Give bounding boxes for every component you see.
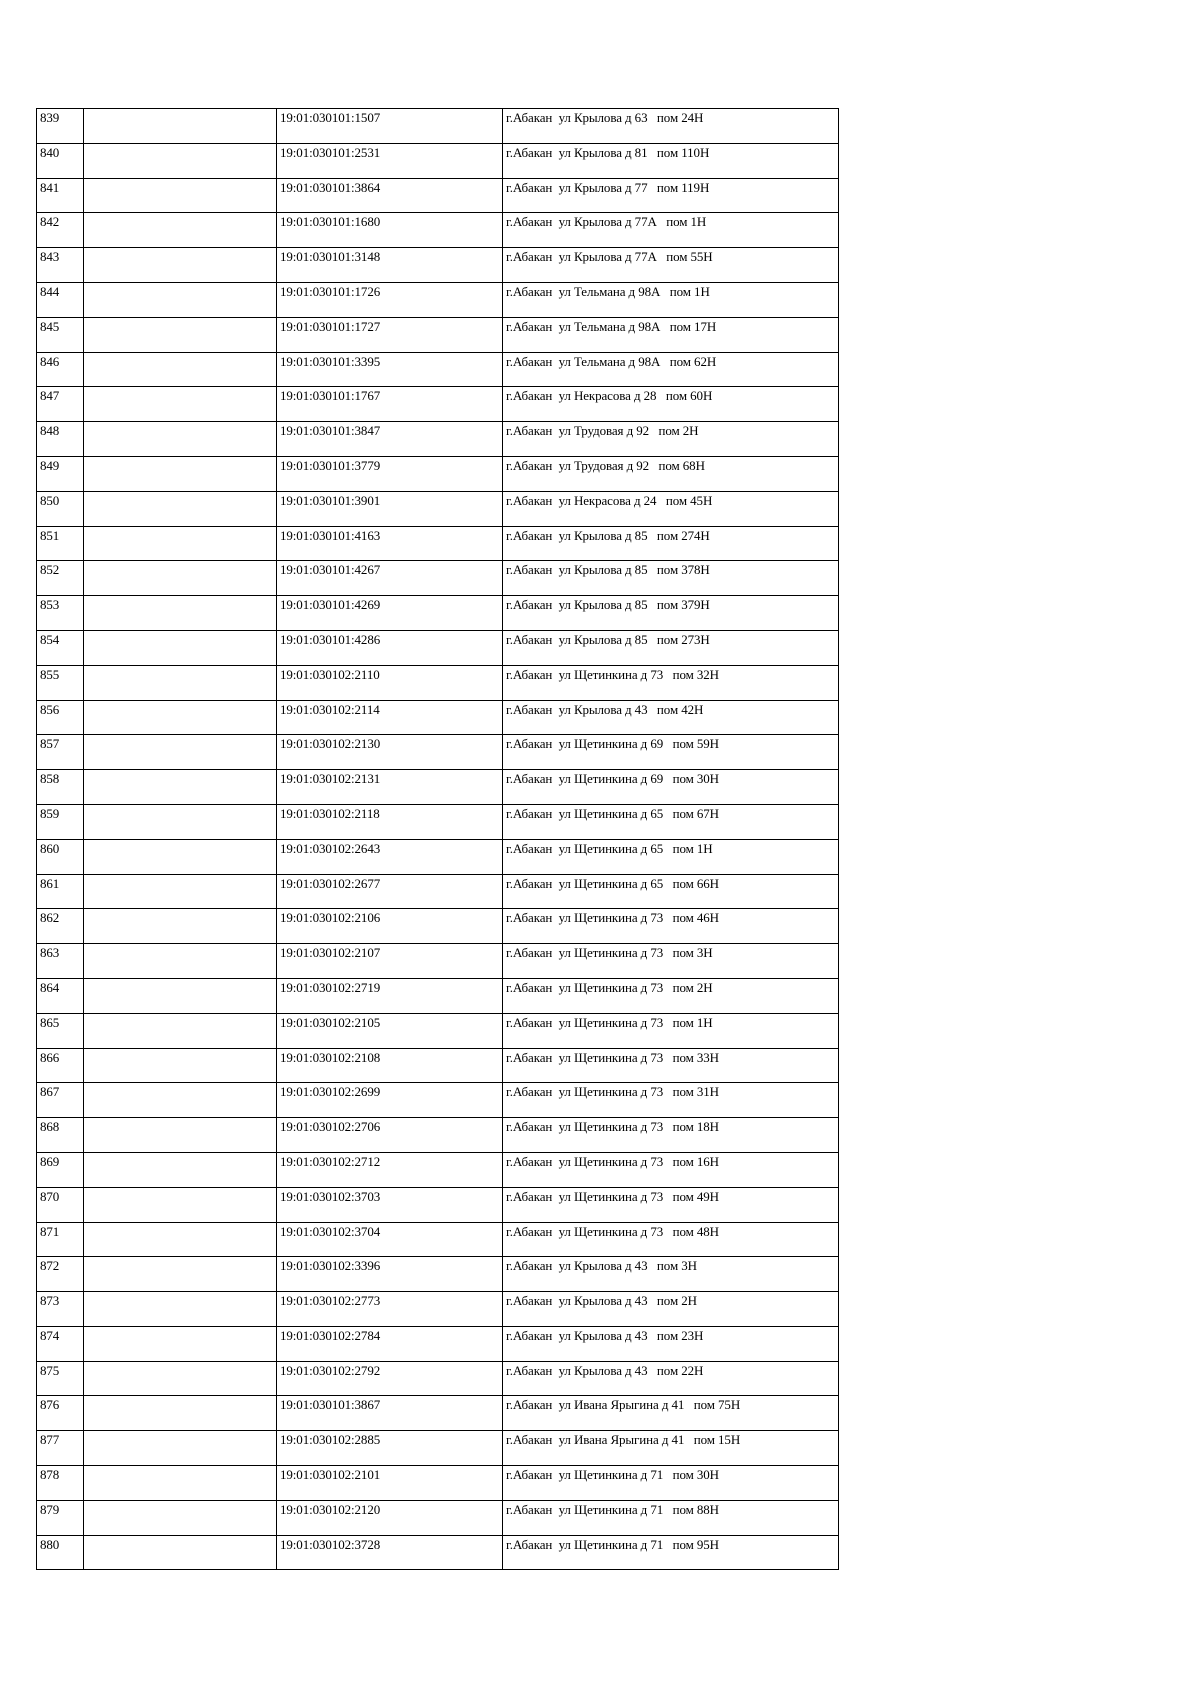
table-row bbox=[37, 630, 839, 665]
cadastral-number-cell: 19:01:030102:2101 bbox=[277, 1466, 503, 1501]
registry-table-body bbox=[37, 109, 839, 1570]
address-cell: г.Абакан ул Трудовая д 92 пом 2Н bbox=[503, 422, 839, 457]
table-row bbox=[37, 1535, 839, 1570]
empty-cell bbox=[84, 874, 277, 909]
cadastral-number-cell: 19:01:030102:2120 bbox=[277, 1500, 503, 1535]
table-row bbox=[37, 1466, 839, 1501]
address-cell: г.Абакан ул Щетинкина д 65 пом 67Н bbox=[503, 804, 839, 839]
empty-cell bbox=[84, 248, 277, 283]
address-cell: г.Абакан ул Щетинкина д 71 пом 88Н bbox=[503, 1500, 839, 1535]
row-number-cell: 855 bbox=[37, 665, 84, 700]
row-number-cell: 864 bbox=[37, 978, 84, 1013]
empty-cell bbox=[84, 422, 277, 457]
row-number-cell: 850 bbox=[37, 491, 84, 526]
row-number-cell: 862 bbox=[37, 909, 84, 944]
address-cell: г.Абакан ул Крылова д 85 пом 379Н bbox=[503, 596, 839, 631]
cadastral-number-cell: 19:01:030101:4269 bbox=[277, 596, 503, 631]
table-row bbox=[37, 248, 839, 283]
table-row bbox=[37, 143, 839, 178]
row-number-cell: 871 bbox=[37, 1222, 84, 1257]
address-cell: г.Абакан ул Щетинкина д 71 пом 30Н bbox=[503, 1466, 839, 1501]
empty-cell bbox=[84, 1152, 277, 1187]
table-row bbox=[37, 839, 839, 874]
empty-cell bbox=[84, 282, 277, 317]
table-row bbox=[37, 1326, 839, 1361]
address-cell: г.Абакан ул Крылова д 43 пом 3Н bbox=[503, 1257, 839, 1292]
empty-cell bbox=[84, 700, 277, 735]
cadastral-number-cell: 19:01:030102:2719 bbox=[277, 978, 503, 1013]
table-row bbox=[37, 491, 839, 526]
row-number-cell: 852 bbox=[37, 561, 84, 596]
address-cell: г.Абакан ул Крылова д 43 пом 22Н bbox=[503, 1361, 839, 1396]
cadastral-number-cell: 19:01:030101:2531 bbox=[277, 143, 503, 178]
address-cell: г.Абакан ул Щетинкина д 73 пом 33Н bbox=[503, 1048, 839, 1083]
row-number-cell: 841 bbox=[37, 178, 84, 213]
cadastral-number-cell: 19:01:030102:2792 bbox=[277, 1361, 503, 1396]
row-number-cell: 844 bbox=[37, 282, 84, 317]
empty-cell bbox=[84, 561, 277, 596]
cadastral-number-cell: 19:01:030101:3847 bbox=[277, 422, 503, 457]
empty-cell bbox=[84, 1326, 277, 1361]
cadastral-number-cell: 19:01:030101:3779 bbox=[277, 456, 503, 491]
address-cell: г.Абакан ул Крылова д 85 пом 273Н bbox=[503, 630, 839, 665]
cadastral-number-cell: 19:01:030101:3867 bbox=[277, 1396, 503, 1431]
empty-cell bbox=[84, 978, 277, 1013]
table-row bbox=[37, 1013, 839, 1048]
address-cell: г.Абакан ул Крылова д 63 пом 24Н bbox=[503, 109, 839, 144]
address-cell: г.Абакан ул Щетинкина д 73 пом 18Н bbox=[503, 1118, 839, 1153]
address-cell: г.Абакан ул Щетинкина д 71 пом 95Н bbox=[503, 1535, 839, 1570]
row-number-cell: 846 bbox=[37, 352, 84, 387]
address-cell: г.Абакан ул Щетинкина д 73 пом 16Н bbox=[503, 1152, 839, 1187]
cadastral-number-cell: 19:01:030102:2118 bbox=[277, 804, 503, 839]
row-number-cell: 843 bbox=[37, 248, 84, 283]
cadastral-number-cell: 19:01:030101:1507 bbox=[277, 109, 503, 144]
row-number-cell: 848 bbox=[37, 422, 84, 457]
row-number-cell: 879 bbox=[37, 1500, 84, 1535]
address-cell: г.Абакан ул Ивана Ярыгина д 41 пом 15Н bbox=[503, 1431, 839, 1466]
address-cell: г.Абакан ул Тельмана д 98А пом 62Н bbox=[503, 352, 839, 387]
cadastral-number-cell: 19:01:030101:3148 bbox=[277, 248, 503, 283]
cadastral-number-cell: 19:01:030102:3703 bbox=[277, 1187, 503, 1222]
address-cell: г.Абакан ул Крылова д 43 пом 2Н bbox=[503, 1292, 839, 1327]
empty-cell bbox=[84, 630, 277, 665]
address-cell: г.Абакан ул Щетинкина д 73 пом 46Н bbox=[503, 909, 839, 944]
address-cell: г.Абакан ул Щетинкина д 73 пом 32Н bbox=[503, 665, 839, 700]
address-cell: г.Абакан ул Щетинкина д 73 пом 31Н bbox=[503, 1083, 839, 1118]
address-cell: г.Абакан ул Крылова д 85 пом 274Н bbox=[503, 526, 839, 561]
row-number-cell: 847 bbox=[37, 387, 84, 422]
row-number-cell: 863 bbox=[37, 944, 84, 979]
empty-cell bbox=[84, 1257, 277, 1292]
empty-cell bbox=[84, 213, 277, 248]
table-row bbox=[37, 909, 839, 944]
table-row bbox=[37, 317, 839, 352]
table-row bbox=[37, 596, 839, 631]
empty-cell bbox=[84, 1013, 277, 1048]
property-registry-table bbox=[36, 108, 839, 1570]
address-cell: г.Абакан ул Некрасова д 24 пом 45Н bbox=[503, 491, 839, 526]
row-number-cell: 853 bbox=[37, 596, 84, 631]
table-row bbox=[37, 735, 839, 770]
cadastral-number-cell: 19:01:030102:2677 bbox=[277, 874, 503, 909]
empty-cell bbox=[84, 944, 277, 979]
row-number-cell: 880 bbox=[37, 1535, 84, 1570]
row-number-cell: 873 bbox=[37, 1292, 84, 1327]
table-row bbox=[37, 387, 839, 422]
empty-cell bbox=[84, 596, 277, 631]
empty-cell bbox=[84, 1187, 277, 1222]
row-number-cell: 872 bbox=[37, 1257, 84, 1292]
table-row bbox=[37, 1083, 839, 1118]
table-row bbox=[37, 526, 839, 561]
empty-cell bbox=[84, 1118, 277, 1153]
row-number-cell: 859 bbox=[37, 804, 84, 839]
cadastral-number-cell: 19:01:030101:3901 bbox=[277, 491, 503, 526]
address-cell: г.Абакан ул Щетинкина д 65 пом 1Н bbox=[503, 839, 839, 874]
row-number-cell: 867 bbox=[37, 1083, 84, 1118]
table-row bbox=[37, 213, 839, 248]
row-number-cell: 866 bbox=[37, 1048, 84, 1083]
empty-cell bbox=[84, 665, 277, 700]
row-number-cell: 857 bbox=[37, 735, 84, 770]
cadastral-number-cell: 19:01:030102:2105 bbox=[277, 1013, 503, 1048]
address-cell: г.Абакан ул Некрасова д 28 пом 60Н bbox=[503, 387, 839, 422]
empty-cell bbox=[84, 491, 277, 526]
empty-cell bbox=[84, 909, 277, 944]
empty-cell bbox=[84, 839, 277, 874]
table-row bbox=[37, 456, 839, 491]
cadastral-number-cell: 19:01:030101:3864 bbox=[277, 178, 503, 213]
row-number-cell: 858 bbox=[37, 770, 84, 805]
cadastral-number-cell: 19:01:030102:2773 bbox=[277, 1292, 503, 1327]
cadastral-number-cell: 19:01:030102:2108 bbox=[277, 1048, 503, 1083]
table-row bbox=[37, 282, 839, 317]
table-row bbox=[37, 1187, 839, 1222]
address-cell: г.Абакан ул Щетинкина д 73 пом 48Н bbox=[503, 1222, 839, 1257]
address-cell: г.Абакан ул Крылова д 77А пом 55Н bbox=[503, 248, 839, 283]
cadastral-number-cell: 19:01:030102:2706 bbox=[277, 1118, 503, 1153]
table-row bbox=[37, 700, 839, 735]
cadastral-number-cell: 19:01:030102:2885 bbox=[277, 1431, 503, 1466]
empty-cell bbox=[84, 317, 277, 352]
table-row bbox=[37, 944, 839, 979]
cadastral-number-cell: 19:01:030101:1767 bbox=[277, 387, 503, 422]
table-row bbox=[37, 178, 839, 213]
cadastral-number-cell: 19:01:030102:2712 bbox=[277, 1152, 503, 1187]
row-number-cell: 874 bbox=[37, 1326, 84, 1361]
row-number-cell: 878 bbox=[37, 1466, 84, 1501]
table-row bbox=[37, 1292, 839, 1327]
row-number-cell: 860 bbox=[37, 839, 84, 874]
address-cell: г.Абакан ул Крылова д 81 пом 110Н bbox=[503, 143, 839, 178]
table-row bbox=[37, 770, 839, 805]
address-cell: г.Абакан ул Крылова д 77 пом 119Н bbox=[503, 178, 839, 213]
cadastral-number-cell: 19:01:030102:3704 bbox=[277, 1222, 503, 1257]
row-number-cell: 870 bbox=[37, 1187, 84, 1222]
row-number-cell: 839 bbox=[37, 109, 84, 144]
table-row bbox=[37, 1118, 839, 1153]
address-cell: г.Абакан ул Крылова д 43 пом 23Н bbox=[503, 1326, 839, 1361]
cadastral-number-cell: 19:01:030102:3728 bbox=[277, 1535, 503, 1570]
cadastral-number-cell: 19:01:030102:3396 bbox=[277, 1257, 503, 1292]
cadastral-number-cell: 19:01:030102:2107 bbox=[277, 944, 503, 979]
row-number-cell: 869 bbox=[37, 1152, 84, 1187]
address-cell: г.Абакан ул Трудовая д 92 пом 68Н bbox=[503, 456, 839, 491]
row-number-cell: 877 bbox=[37, 1431, 84, 1466]
table-row bbox=[37, 1361, 839, 1396]
row-number-cell: 876 bbox=[37, 1396, 84, 1431]
table-row bbox=[37, 561, 839, 596]
empty-cell bbox=[84, 109, 277, 144]
table-row bbox=[37, 109, 839, 144]
empty-cell bbox=[84, 1466, 277, 1501]
empty-cell bbox=[84, 1222, 277, 1257]
address-cell: г.Абакан ул Щетинкина д 73 пом 49Н bbox=[503, 1187, 839, 1222]
empty-cell bbox=[84, 1535, 277, 1570]
row-number-cell: 849 bbox=[37, 456, 84, 491]
empty-cell bbox=[84, 526, 277, 561]
cadastral-number-cell: 19:01:030101:1726 bbox=[277, 282, 503, 317]
empty-cell bbox=[84, 143, 277, 178]
row-number-cell: 851 bbox=[37, 526, 84, 561]
cadastral-number-cell: 19:01:030101:1680 bbox=[277, 213, 503, 248]
address-cell: г.Абакан ул Тельмана д 98А пом 17Н bbox=[503, 317, 839, 352]
empty-cell bbox=[84, 735, 277, 770]
cadastral-number-cell: 19:01:030102:2106 bbox=[277, 909, 503, 944]
table-row bbox=[37, 1500, 839, 1535]
cadastral-number-cell: 19:01:030102:2643 bbox=[277, 839, 503, 874]
table-row bbox=[37, 1048, 839, 1083]
address-cell: г.Абакан ул Щетинкина д 69 пом 59Н bbox=[503, 735, 839, 770]
empty-cell bbox=[84, 1083, 277, 1118]
row-number-cell: 854 bbox=[37, 630, 84, 665]
row-number-cell: 842 bbox=[37, 213, 84, 248]
row-number-cell: 845 bbox=[37, 317, 84, 352]
empty-cell bbox=[84, 1431, 277, 1466]
address-cell: г.Абакан ул Щетинкина д 69 пом 30Н bbox=[503, 770, 839, 805]
cadastral-number-cell: 19:01:030102:2130 bbox=[277, 735, 503, 770]
cadastral-number-cell: 19:01:030101:4267 bbox=[277, 561, 503, 596]
cadastral-number-cell: 19:01:030102:2784 bbox=[277, 1326, 503, 1361]
cadastral-number-cell: 19:01:030101:4163 bbox=[277, 526, 503, 561]
address-cell: г.Абакан ул Крылова д 43 пом 42Н bbox=[503, 700, 839, 735]
empty-cell bbox=[84, 1048, 277, 1083]
cadastral-number-cell: 19:01:030102:2110 bbox=[277, 665, 503, 700]
empty-cell bbox=[84, 1361, 277, 1396]
empty-cell bbox=[84, 456, 277, 491]
cadastral-number-cell: 19:01:030101:1727 bbox=[277, 317, 503, 352]
address-cell: г.Абакан ул Щетинкина д 73 пом 1Н bbox=[503, 1013, 839, 1048]
cadastral-number-cell: 19:01:030101:3395 bbox=[277, 352, 503, 387]
address-cell: г.Абакан ул Ивана Ярыгина д 41 пом 75Н bbox=[503, 1396, 839, 1431]
table-row bbox=[37, 1431, 839, 1466]
table-row bbox=[37, 804, 839, 839]
address-cell: г.Абакан ул Крылова д 77А пом 1Н bbox=[503, 213, 839, 248]
empty-cell bbox=[84, 1500, 277, 1535]
address-cell: г.Абакан ул Тельмана д 98А пом 1Н bbox=[503, 282, 839, 317]
address-cell: г.Абакан ул Щетинкина д 65 пом 66Н bbox=[503, 874, 839, 909]
empty-cell bbox=[84, 1396, 277, 1431]
table-row bbox=[37, 422, 839, 457]
table-row bbox=[37, 352, 839, 387]
address-cell: г.Абакан ул Щетинкина д 73 пом 3Н bbox=[503, 944, 839, 979]
address-cell: г.Абакан ул Крылова д 85 пом 378Н bbox=[503, 561, 839, 596]
table-row bbox=[37, 1222, 839, 1257]
table-row bbox=[37, 978, 839, 1013]
row-number-cell: 875 bbox=[37, 1361, 84, 1396]
cadastral-number-cell: 19:01:030101:4286 bbox=[277, 630, 503, 665]
empty-cell bbox=[84, 387, 277, 422]
table-row bbox=[37, 1152, 839, 1187]
cadastral-number-cell: 19:01:030102:2131 bbox=[277, 770, 503, 805]
empty-cell bbox=[84, 352, 277, 387]
row-number-cell: 865 bbox=[37, 1013, 84, 1048]
row-number-cell: 856 bbox=[37, 700, 84, 735]
table-row bbox=[37, 1257, 839, 1292]
empty-cell bbox=[84, 770, 277, 805]
empty-cell bbox=[84, 178, 277, 213]
table-row bbox=[37, 1396, 839, 1431]
table-row bbox=[37, 874, 839, 909]
address-cell: г.Абакан ул Щетинкина д 73 пом 2Н bbox=[503, 978, 839, 1013]
row-number-cell: 840 bbox=[37, 143, 84, 178]
cadastral-number-cell: 19:01:030102:2114 bbox=[277, 700, 503, 735]
table-row bbox=[37, 665, 839, 700]
row-number-cell: 861 bbox=[37, 874, 84, 909]
cadastral-number-cell: 19:01:030102:2699 bbox=[277, 1083, 503, 1118]
empty-cell bbox=[84, 1292, 277, 1327]
row-number-cell: 868 bbox=[37, 1118, 84, 1153]
empty-cell bbox=[84, 804, 277, 839]
